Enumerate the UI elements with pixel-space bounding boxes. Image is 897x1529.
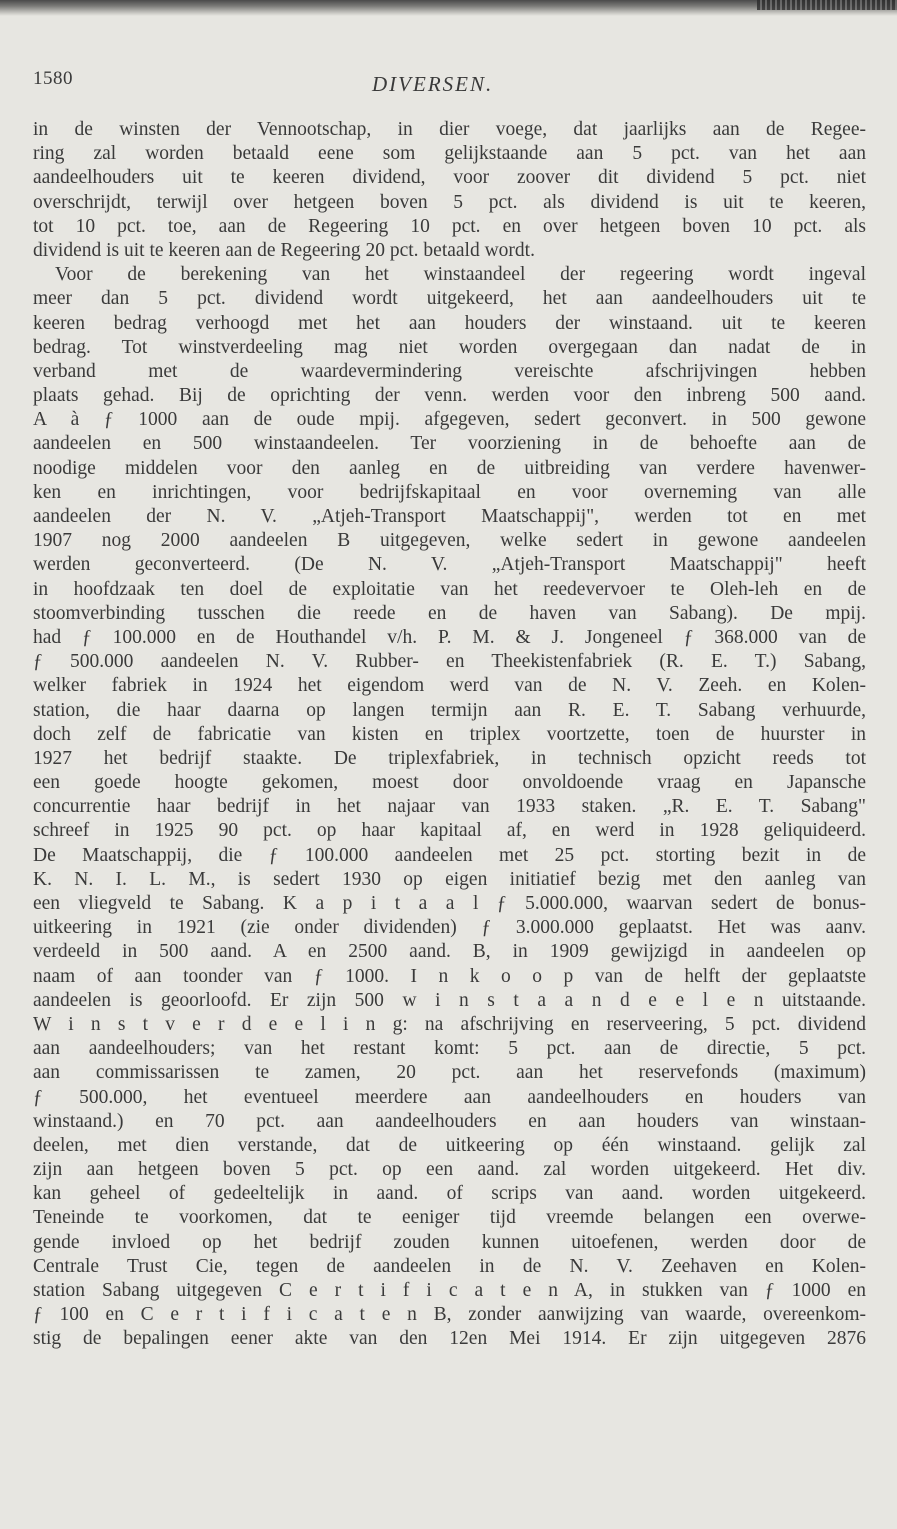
- text-line: K. N. I. L. M., is sedert 1930 op eigen initiatief bezig met den aanleg van: [33, 868, 866, 890]
- running-head: DIVERSEN.: [372, 72, 494, 96]
- text-line: aandeelhouders uit te keeren dividend, voor zoover dit dividend 5 pct. niet: [33, 167, 866, 189]
- text-line: verdeeld in 500 aand. A en 2500 aand. B, in 1909 gewijzigd in aandeelen op: [33, 941, 866, 963]
- body-text: [33, 118, 866, 1352]
- text-line: Teneinde te voorkomen, dat te eeniger tijd vreemde belangen een overwe-: [33, 1207, 866, 1229]
- text-line: plaats gehad. Bij de oprichting der venn. werden voor den inbreng 500 aand.: [33, 385, 866, 407]
- text-line: stoomverbinding tusschen die reede en de haven van Sabang). De mpij.: [33, 602, 866, 624]
- text-line: noodige middelen voor den aanleg en de uitbreiding van verdere havenwer-: [33, 457, 866, 479]
- scan-edge-mark: [757, 0, 897, 10]
- text-line: station, die haar daarna op langen termijn aan R. E. T. Sabang verhuurde,: [33, 699, 866, 721]
- text-line: meer dan 5 pct. dividend wordt uitgekeerd, het aan aandeelhouders uit te: [33, 288, 866, 310]
- text-line: kan geheel of gedeeltelijk in aand. of scrips van aand. worden uitgekeerd.: [33, 1183, 866, 1205]
- text-line: aandeelen is geoorloofd. Er zijn 500 w i n s t a a n d e e l e n uitstaande.: [33, 989, 866, 1011]
- text-line: uitkeering in 1921 (zie onder dividenden) ƒ 3.000.000 geplaatst. Het was aanv.: [33, 917, 866, 939]
- text-line: naam of aan toonder van ƒ 1000. I n k o o p van de helft der geplaatste: [33, 965, 866, 987]
- text-line: aandeelen en 500 winstaandeelen. Ter voorziening in de behoefte aan de: [33, 433, 866, 455]
- text-line: aan aandeelhouders; van het restant komt: 5 pct. aan de directie, 5 pct.: [33, 1038, 866, 1060]
- text-line: bedrag. Tot winstverdeeling mag niet worden overgegaan dan nadat de in: [33, 336, 866, 358]
- text-line: ƒ 500.000, het eventueel meerdere aan aandeelhouders en houders van: [33, 1086, 866, 1108]
- text-line: aandeelen der N. V. „Atjeh-Transport Maatschappij", werden tot en met: [33, 506, 866, 527]
- text-line: ken en inrichtingen, voor bedrijfskapitaal en voor overneming van alle: [33, 481, 866, 503]
- text-line: overschrijdt, terwijl over hetgeen boven 5 pct. als dividend is uit te keeren,: [33, 191, 866, 213]
- text-line: aan commissarissen te zamen, 20 pct. aan het reservefonds (maximum): [33, 1062, 866, 1084]
- text-line: stig de bepalingen eener akte van den 12en Mei 1914. Er zijn uitgegeven 2876: [33, 1328, 866, 1350]
- text-line: verband met de waardevermindering vereischte afschrijvingen hebben: [33, 360, 866, 382]
- text-line: W i n s t v e r d e e l i n g: na afschrijving en reserveering, 5 pct. dividend: [33, 1013, 866, 1035]
- text-line: station Sabang uitgegeven C e r t i f i c a t e n A, in stukken van ƒ 1000 en: [33, 1280, 866, 1301]
- text-line: keeren bedrag verhoogd met het aan houders der winstaand. uit te keeren: [33, 312, 866, 334]
- text-line: een vliegveld te Sabang. K a p i t a a l ƒ 5.000.000, waarvan sedert de bonus-: [33, 893, 866, 914]
- text-line: A à ƒ 1000 aan de oude mpij. afgegeven, sedert geconvert. in 500 gewone: [33, 409, 866, 431]
- text-line: schreef in 1925 90 pct. op haar kapitaal af, en werd in 1928 geliquideerd.: [33, 820, 866, 842]
- text-line: een goede hoogte gekomen, moest door onvoldoende vraag en Japansche: [33, 772, 866, 794]
- text-line: dividend is uit te keeren aan de Regeering 20 pct. betaald wordt.: [33, 239, 535, 261]
- text-line: tot 10 pct. toe, aan de Regeering 10 pct. en over hetgeen boven 10 pct. als: [33, 215, 866, 237]
- text-line: 1907 nog 2000 aandeelen B uitgegeven, welke sedert in gewone aandeelen: [33, 530, 866, 552]
- text-line: in de winsten der Vennootschap, in dier voege, dat jaarlijks aan de Regee-: [33, 119, 866, 140]
- text-line: zijn aan hetgeen boven 5 pct. op een aand. zal worden uitgekeerd. Het div.: [33, 1159, 866, 1181]
- text-line: ƒ 100 en C e r t i f i c a t e n B, zonder aanwijzing van waarde, overeenkom-: [33, 1304, 866, 1326]
- text-line: Voor de berekening van het winstaandeel der regeering wordt ingeval: [55, 264, 866, 286]
- text-line: De Maatschappij, die ƒ 100.000 aandeelen met 25 pct. storting bezit in de: [33, 844, 866, 866]
- text-line: Centrale Trust Cie, tegen de aandeelen in de N. V. Zeehaven en Kolen-: [33, 1255, 866, 1277]
- text-line: ƒ 500.000 aandeelen N. V. Rubber- en Theekistenfabriek (R. E. T.) Sabang,: [33, 651, 866, 673]
- page-number: 1580: [33, 68, 73, 89]
- text-line: doch zelf de fabricatie van kisten en triplex voortzette, toen de huurster in: [33, 723, 866, 745]
- text-line: 1927 het bedrijf staakte. De triplexfabriek, in technisch opzicht reeds tot: [33, 747, 866, 769]
- text-line: in hoofdzaak ten doel de exploitatie van het reedevervoer te Oleh-leh en de: [33, 578, 866, 600]
- text-line: welker fabriek in 1924 het eigendom werd van de N. V. Zeeh. en Kolen-: [33, 675, 866, 697]
- text-line: had ƒ 100.000 en de Houthandel v/h. P. M. & J. Jongeneel ƒ 368.000 van de: [33, 626, 866, 648]
- text-line: werden geconverteerd. (De N. V. „Atjeh-Transport Maatschappij" heeft: [33, 554, 866, 576]
- text-line: concurrentie haar bedrijf in het najaar van 1933 staken. „R. E. T. Sabang": [33, 796, 866, 818]
- text-line: deelen, met dien verstande, dat de uitkeering op één winstaand. gelijk zal: [33, 1134, 866, 1156]
- text-line: gende invloed op het bedrijf zouden kunnen uitoefenen, werden door de: [33, 1231, 866, 1253]
- text-line: winstaand.) en 70 pct. aan aandeelhouders en aan houders van winstaan-: [33, 1110, 866, 1132]
- text-line: ring zal worden betaald eene som gelijkstaande aan 5 pct. van het aan: [33, 143, 866, 165]
